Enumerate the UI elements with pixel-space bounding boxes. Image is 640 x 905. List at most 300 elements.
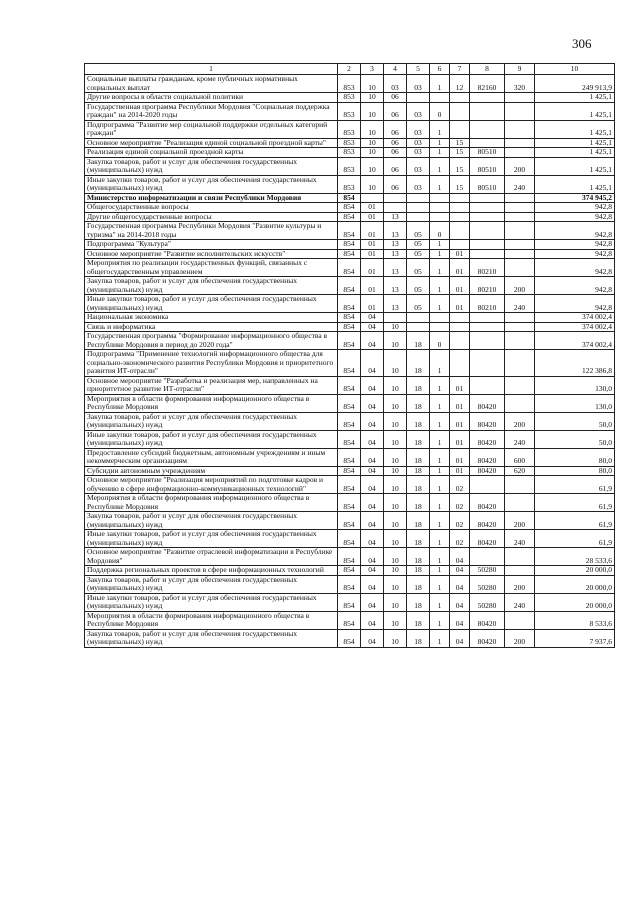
code-subsection: 06	[384, 148, 407, 158]
code-expense-type	[505, 259, 535, 277]
code-subsection: 10	[384, 629, 407, 647]
code-program: 18	[407, 575, 430, 593]
code-subprogram: 1	[430, 512, 450, 530]
row-amount: 249 913,9	[535, 75, 615, 93]
code-direction	[470, 212, 505, 222]
code-activity	[450, 93, 470, 103]
code-activity	[450, 350, 470, 377]
code-chapter: 854	[338, 593, 361, 611]
code-program: 03	[407, 157, 430, 175]
row-amount: 130,0	[535, 394, 615, 412]
code-program: 18	[407, 548, 430, 566]
code-subsection: 10	[384, 394, 407, 412]
code-subsection: 10	[384, 322, 407, 332]
code-section: 01	[361, 203, 384, 213]
code-expense-type	[505, 212, 535, 222]
code-section: 01	[361, 295, 384, 313]
code-subsection: 06	[384, 102, 407, 120]
table-row	[85, 212, 615, 222]
code-direction: 80510	[470, 157, 505, 175]
code-section: 04	[361, 530, 384, 548]
row-amount: 8 533,6	[535, 611, 615, 629]
code-chapter: 854	[338, 629, 361, 647]
code-program: 18	[407, 476, 430, 494]
code-subsection: 13	[384, 222, 407, 240]
code-section: 01	[361, 222, 384, 240]
code-expense-type: 320	[505, 75, 535, 93]
code-subprogram: 0	[430, 332, 450, 350]
code-subsection: 10	[384, 593, 407, 611]
code-subprogram: 1	[430, 249, 450, 259]
code-chapter: 854	[338, 566, 361, 576]
code-subsection: 10	[384, 476, 407, 494]
code-subprogram	[430, 313, 450, 323]
row-name: Иные закупки товаров, работ и услуг для обеспечения государственных (муниципальных) нужд	[85, 295, 338, 313]
code-subprogram: 1	[430, 593, 450, 611]
row-name: Закупка товаров, работ и услуг для обеспечения государственных (муниципальных) нужд	[85, 412, 338, 430]
row-amount: 374 002,4	[535, 313, 615, 323]
row-amount: 61,9	[535, 494, 615, 512]
code-section: 10	[361, 148, 384, 158]
code-direction	[470, 120, 505, 138]
row-name: Государственная программа Республики Мордовия "Социальная поддержка граждан" на 2014-2020 годы	[85, 102, 338, 120]
code-expense-type: 240	[505, 593, 535, 611]
code-subprogram: 1	[430, 394, 450, 412]
row-name: Мероприятия по реализации государственных функций, связанных с общегосударственным управлением	[85, 259, 338, 277]
code-activity: 01	[450, 466, 470, 476]
code-direction: 80420	[470, 466, 505, 476]
code-section: 01	[361, 240, 384, 250]
code-program: 18	[407, 412, 430, 430]
code-expense-type	[505, 249, 535, 259]
code-chapter: 854	[338, 430, 361, 448]
table-row	[85, 593, 615, 611]
code-program: 05	[407, 295, 430, 313]
code-expense-type	[505, 240, 535, 250]
row-amount: 50,0	[535, 412, 615, 430]
code-direction: 80420	[470, 430, 505, 448]
row-name: Предоставление субсидий бюджетным, автономным учреждениям и иным некоммерческим организациям	[85, 448, 338, 466]
row-name: Подпрограмма "Применение технологий информационного общества для социально-экономического развития Республики Мордовия и приоритетного развития ИТ-отрасли"	[85, 350, 338, 377]
code-chapter: 854	[338, 249, 361, 259]
code-subprogram: 1	[430, 448, 450, 466]
code-expense-type: 240	[505, 175, 535, 193]
code-subsection: 10	[384, 575, 407, 593]
table-row	[85, 193, 615, 203]
code-expense-type	[505, 313, 535, 323]
code-program	[407, 93, 430, 103]
table-row	[85, 575, 615, 593]
row-name: Подпрограмма "Развитие мер социальной поддержки отдельных категорий граждан"	[85, 120, 338, 138]
table-row	[85, 203, 615, 213]
row-amount: 61,9	[535, 530, 615, 548]
row-name: Закупка товаров, работ и услуг для обеспечения государственных (муниципальных) нужд	[85, 512, 338, 530]
row-name: Основное мероприятие "Развитие исполнительских искусств"	[85, 249, 338, 259]
row-amount: 374 002,4	[535, 332, 615, 350]
code-subsection: 13	[384, 277, 407, 295]
code-expense-type	[505, 203, 535, 213]
code-subprogram: 1	[430, 295, 450, 313]
row-name: Закупка товаров, работ и услуг для обеспечения государственных (муниципальных) нужд	[85, 629, 338, 647]
row-amount: 20 000,0	[535, 566, 615, 576]
row-amount: 61,9	[535, 512, 615, 530]
code-subprogram: 1	[430, 277, 450, 295]
row-amount: 1 425,1	[535, 138, 615, 148]
code-expense-type: 200	[505, 629, 535, 647]
row-name: Государственная программа "Формирование информационного общества в Республике Мордовия в период до 2020 года"	[85, 332, 338, 350]
code-section: 10	[361, 157, 384, 175]
row-name: Основное мероприятие "Реализация единой социальной проездной карты"	[85, 138, 338, 148]
code-expense-type: 620	[505, 466, 535, 476]
table-row	[85, 93, 615, 103]
code-activity: 01	[450, 295, 470, 313]
row-amount: 122 386,8	[535, 350, 615, 377]
code-subprogram: 1	[430, 175, 450, 193]
code-expense-type	[505, 93, 535, 103]
table-row	[85, 512, 615, 530]
code-direction: 80210	[470, 277, 505, 295]
code-subprogram: 1	[430, 575, 450, 593]
code-activity: 04	[450, 566, 470, 576]
code-activity: 15	[450, 148, 470, 158]
row-name: Субсидии автономным учреждениям	[85, 466, 338, 476]
code-activity: 01	[450, 448, 470, 466]
code-subsection: 10	[384, 530, 407, 548]
row-amount: 942,8	[535, 295, 615, 313]
code-expense-type	[505, 494, 535, 512]
row-name: Закупка товаров, работ и услуг для обеспечения государственных (муниципальных) нужд	[85, 157, 338, 175]
table-row	[85, 530, 615, 548]
code-chapter: 854	[338, 575, 361, 593]
code-subsection: 10	[384, 611, 407, 629]
table-row	[85, 75, 615, 93]
code-activity: 01	[450, 249, 470, 259]
code-chapter: 854	[338, 222, 361, 240]
code-chapter: 853	[338, 102, 361, 120]
row-name: Иные закупки товаров, работ и услуг для обеспечения государственных (муниципальных) нужд	[85, 593, 338, 611]
code-subsection: 03	[384, 75, 407, 93]
code-activity	[450, 212, 470, 222]
row-name: Основное мероприятие "Разработка и реализация мер, направленных на приоритетное развитие ИТ-отрасли"	[85, 376, 338, 394]
code-expense-type	[505, 222, 535, 240]
code-direction	[470, 476, 505, 494]
page-number: 306	[572, 36, 592, 51]
table-row	[85, 548, 615, 566]
code-program: 18	[407, 611, 430, 629]
code-activity	[450, 240, 470, 250]
code-activity: 04	[450, 629, 470, 647]
code-section: 04	[361, 566, 384, 576]
code-direction: 80420	[470, 611, 505, 629]
budget-table	[84, 63, 615, 648]
code-program: 03	[407, 138, 430, 148]
code-activity: 04	[450, 575, 470, 593]
row-name: Закупка товаров, работ и услуг для обеспечения государственных (муниципальных) нужд	[85, 575, 338, 593]
code-subsection: 10	[384, 566, 407, 576]
code-section: 04	[361, 593, 384, 611]
column-header: 8	[470, 64, 505, 75]
table-row	[85, 332, 615, 350]
row-amount: 130,0	[535, 376, 615, 394]
code-section: 01	[361, 212, 384, 222]
row-name: Иные закупки товаров, работ и услуг для обеспечения государственных (муниципальных) нужд	[85, 530, 338, 548]
code-program: 18	[407, 332, 430, 350]
code-direction: 80420	[470, 412, 505, 430]
row-name: Основное мероприятие "Реализация мероприятий по подготовке кадров и обучению в сфере информационно-коммуникационных технологий"	[85, 476, 338, 494]
row-amount: 80,0	[535, 466, 615, 476]
code-subprogram	[430, 212, 450, 222]
code-subsection: 13	[384, 240, 407, 250]
row-name: Мероприятия в области формирования информационного общества в Республике Мордовия	[85, 394, 338, 412]
code-chapter: 853	[338, 120, 361, 138]
code-activity: 15	[450, 175, 470, 193]
code-direction	[470, 222, 505, 240]
row-name: Министерство информатизации и связи Республики Мордовия	[85, 193, 338, 203]
row-name: Иные закупки товаров, работ и услуг для обеспечения государственных (муниципальных) нужд	[85, 430, 338, 448]
code-activity	[450, 322, 470, 332]
code-direction: 80420	[470, 394, 505, 412]
code-direction	[470, 102, 505, 120]
code-direction: 80420	[470, 494, 505, 512]
code-direction: 80420	[470, 530, 505, 548]
code-chapter: 854	[338, 394, 361, 412]
code-subprogram: 1	[430, 120, 450, 138]
code-subprogram: 1	[430, 530, 450, 548]
code-program: 03	[407, 75, 430, 93]
code-subsection: 13	[384, 249, 407, 259]
code-activity	[450, 102, 470, 120]
code-section: 10	[361, 138, 384, 148]
table-row	[85, 376, 615, 394]
code-subsection: 13	[384, 259, 407, 277]
code-expense-type: 200	[505, 412, 535, 430]
code-expense-type	[505, 548, 535, 566]
code-chapter: 854	[338, 193, 361, 203]
code-program	[407, 203, 430, 213]
code-expense-type: 600	[505, 448, 535, 466]
code-program: 05	[407, 277, 430, 295]
code-direction: 50280	[470, 566, 505, 576]
code-activity: 04	[450, 593, 470, 611]
code-section	[361, 193, 384, 203]
code-expense-type	[505, 322, 535, 332]
code-activity: 12	[450, 75, 470, 93]
row-amount: 1 425,1	[535, 148, 615, 158]
code-direction	[470, 93, 505, 103]
table-row	[85, 222, 615, 240]
table-row	[85, 466, 615, 476]
row-amount: 28 533,6	[535, 548, 615, 566]
code-expense-type	[505, 350, 535, 377]
column-header: 3	[361, 64, 384, 75]
table-row	[85, 494, 615, 512]
code-program: 18	[407, 448, 430, 466]
row-name: Иные закупки товаров, работ и услуг для обеспечения государственных (муниципальных) нужд	[85, 175, 338, 193]
code-section: 10	[361, 102, 384, 120]
code-subsection	[384, 203, 407, 213]
row-amount: 61,9	[535, 476, 615, 494]
code-subsection: 10	[384, 350, 407, 377]
code-activity: 01	[450, 430, 470, 448]
column-header: 5	[407, 64, 430, 75]
code-activity	[450, 313, 470, 323]
code-subsection	[384, 313, 407, 323]
code-section: 04	[361, 394, 384, 412]
code-activity	[450, 203, 470, 213]
table-row	[85, 148, 615, 158]
code-program: 18	[407, 494, 430, 512]
code-activity: 01	[450, 277, 470, 295]
row-amount: 7 937,6	[535, 629, 615, 647]
code-program: 18	[407, 629, 430, 647]
code-program	[407, 313, 430, 323]
code-program: 05	[407, 240, 430, 250]
code-subprogram: 1	[430, 611, 450, 629]
code-direction	[470, 203, 505, 213]
code-activity	[450, 120, 470, 138]
code-section: 04	[361, 575, 384, 593]
table-row	[85, 138, 615, 148]
code-direction: 80420	[470, 629, 505, 647]
code-program: 05	[407, 259, 430, 277]
row-amount: 942,8	[535, 203, 615, 213]
table-row	[85, 249, 615, 259]
column-header: 10	[535, 64, 615, 75]
table-row	[85, 277, 615, 295]
row-name: Государственная программа Республики Мордовия "Развитие культуры и туризма" на 2014-2018 годы	[85, 222, 338, 240]
code-subsection: 10	[384, 512, 407, 530]
code-activity: 02	[450, 530, 470, 548]
code-activity: 04	[450, 611, 470, 629]
row-amount: 942,8	[535, 222, 615, 240]
column-header: 7	[450, 64, 470, 75]
row-amount: 942,8	[535, 240, 615, 250]
code-expense-type	[505, 138, 535, 148]
code-section: 04	[361, 611, 384, 629]
code-chapter: 854	[338, 376, 361, 394]
code-chapter: 854	[338, 548, 361, 566]
row-name: Мероприятия в области формирования информационного общества в Республике Мордовия	[85, 494, 338, 512]
code-subprogram: 1	[430, 148, 450, 158]
row-amount: 1 425,1	[535, 102, 615, 120]
code-section: 04	[361, 322, 384, 332]
code-subprogram: 1	[430, 138, 450, 148]
code-activity: 01	[450, 412, 470, 430]
code-chapter: 854	[338, 295, 361, 313]
row-name: Подпрограмма "Культура"	[85, 240, 338, 250]
code-expense-type	[505, 102, 535, 120]
code-program: 18	[407, 566, 430, 576]
code-subprogram: 1	[430, 350, 450, 377]
row-name: Социальные выплаты гражданам, кроме публичных нормативных социальных выплат	[85, 75, 338, 93]
code-program: 18	[407, 350, 430, 377]
code-section: 04	[361, 629, 384, 647]
code-program: 05	[407, 249, 430, 259]
code-subprogram: 1	[430, 430, 450, 448]
code-chapter: 853	[338, 148, 361, 158]
row-amount: 20 000,0	[535, 575, 615, 593]
code-activity	[450, 222, 470, 240]
code-expense-type: 240	[505, 295, 535, 313]
row-name: Основное мероприятие "Развитие отраслевой информатизации в Республике Мордовия"	[85, 548, 338, 566]
code-expense-type: 200	[505, 157, 535, 175]
code-activity: 15	[450, 157, 470, 175]
column-header: 9	[505, 64, 535, 75]
code-program: 18	[407, 376, 430, 394]
code-direction	[470, 249, 505, 259]
code-subsection: 10	[384, 448, 407, 466]
code-expense-type	[505, 376, 535, 394]
code-expense-type	[505, 394, 535, 412]
table-row	[85, 322, 615, 332]
code-chapter: 854	[338, 530, 361, 548]
code-program	[407, 212, 430, 222]
code-section: 01	[361, 259, 384, 277]
code-direction: 80420	[470, 448, 505, 466]
code-chapter: 854	[338, 350, 361, 377]
column-header: 1	[85, 64, 338, 75]
row-amount: 942,8	[535, 259, 615, 277]
table-row	[85, 629, 615, 647]
code-direction: 80210	[470, 259, 505, 277]
code-subprogram	[430, 322, 450, 332]
row-amount: 50,0	[535, 430, 615, 448]
code-section: 04	[361, 494, 384, 512]
code-subsection: 06	[384, 157, 407, 175]
code-program: 03	[407, 175, 430, 193]
code-subprogram: 1	[430, 412, 450, 430]
row-name: Поддержка региональных проектов в сфере информационных технологий	[85, 566, 338, 576]
code-chapter: 853	[338, 138, 361, 148]
code-expense-type	[505, 148, 535, 158]
code-subprogram: 1	[430, 629, 450, 647]
code-activity: 01	[450, 394, 470, 412]
code-direction	[470, 313, 505, 323]
code-chapter: 854	[338, 412, 361, 430]
code-expense-type	[505, 120, 535, 138]
row-amount: 942,8	[535, 249, 615, 259]
code-section: 01	[361, 249, 384, 259]
code-expense-type	[505, 193, 535, 203]
code-program	[407, 322, 430, 332]
code-chapter: 853	[338, 157, 361, 175]
code-subprogram	[430, 203, 450, 213]
code-direction: 80420	[470, 512, 505, 530]
column-header: 4	[384, 64, 407, 75]
code-subsection: 13	[384, 295, 407, 313]
code-subsection: 10	[384, 548, 407, 566]
code-subprogram: 1	[430, 548, 450, 566]
code-chapter: 854	[338, 212, 361, 222]
code-program: 18	[407, 466, 430, 476]
code-direction	[470, 193, 505, 203]
row-amount: 1 425,1	[535, 157, 615, 175]
table-row	[85, 412, 615, 430]
code-activity	[450, 193, 470, 203]
code-subsection: 10	[384, 332, 407, 350]
code-subprogram: 1	[430, 75, 450, 93]
code-direction: 80210	[470, 295, 505, 313]
table-header-row	[85, 64, 615, 75]
code-activity	[450, 332, 470, 350]
code-direction	[470, 322, 505, 332]
code-subsection: 10	[384, 376, 407, 394]
code-expense-type	[505, 611, 535, 629]
row-amount: 1 425,1	[535, 120, 615, 138]
row-amount: 374 002,4	[535, 322, 615, 332]
code-program	[407, 193, 430, 203]
code-activity: 01	[450, 259, 470, 277]
